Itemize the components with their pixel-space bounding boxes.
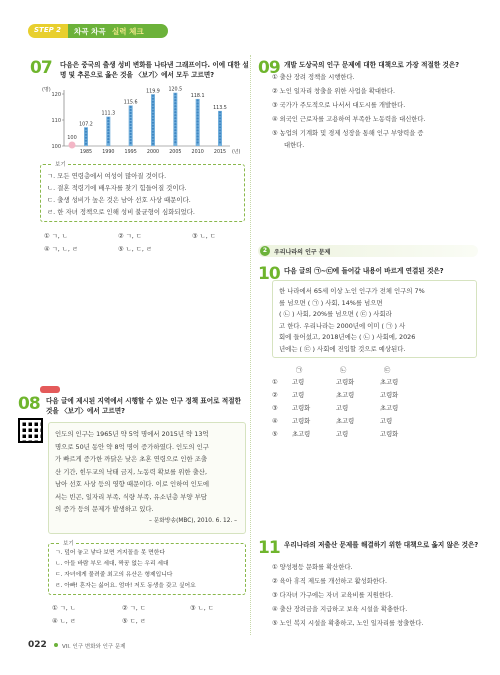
chart-svg <box>40 88 245 160</box>
choice[interactable]: ① 양성평등 문화를 확산한다. <box>272 564 353 571</box>
table-cell: 초고령 <box>292 431 311 438</box>
bogi-item: ㄱ. 모든 연령층에서 여성이 많아질 것이다. <box>47 172 167 180</box>
bogi-item: ㄴ. 아들 바람 부모 세대, 짝꿍 없는 우리 세대 <box>55 561 169 567</box>
bar-figure-icon <box>107 120 109 122</box>
passage-line: 서는 빈곤, 일자리 부족, 식량 부족, 유소년층 부양 부담 <box>55 492 207 501</box>
bar-figure-icon <box>130 130 132 132</box>
choice[interactable]: ③ 국가가 주도적으로 나서서 대도시를 개발한다. <box>272 102 406 109</box>
bar-figure-icon <box>107 135 109 137</box>
data-label: 115.6 <box>123 100 138 106</box>
data-label: 113.5 <box>213 105 227 111</box>
bar-figure-icon <box>152 110 154 112</box>
bar-figure-icon <box>152 131 154 133</box>
step-badge-label: STEP 2 <box>34 26 62 34</box>
bogi-tag: 보기 <box>55 162 66 168</box>
bar-figure-icon <box>197 132 199 134</box>
bogi-item: ㄱ. 덮어 놓고 낳다 보면 거지꼴을 못 면한다 <box>55 550 165 556</box>
bar-figure-icon <box>130 121 132 123</box>
bar-figure-icon <box>174 108 176 110</box>
choice[interactable]: ② ㄱ, ㄷ <box>122 605 146 612</box>
choice[interactable]: ⑤ ㄴ, ㄷ, ㄹ <box>118 246 152 253</box>
q08-passage-box <box>48 422 246 534</box>
choice[interactable]: ③ ㄴ, ㄷ <box>190 605 214 612</box>
bogi-item: ㄷ. 자녀에게 물려줄 최고의 유산은 형제입니다 <box>55 572 173 578</box>
bar-figure-icon <box>219 129 221 131</box>
table-header-3: ㉢ <box>384 367 391 374</box>
bar-figure-icon <box>130 115 132 117</box>
bar-figure-icon <box>174 126 176 128</box>
bar-figure-icon <box>174 129 176 131</box>
column-divider <box>250 55 251 635</box>
bar-figure-icon <box>130 136 132 138</box>
bar-figure-icon <box>197 117 199 119</box>
bar-figure-icon <box>152 104 154 106</box>
x-tick-label: 1985 <box>79 150 93 155</box>
choice[interactable]: ③ ㄴ, ㄷ <box>192 233 216 240</box>
bar-figure-icon <box>152 137 154 139</box>
bar-figure-icon <box>107 141 109 143</box>
choice[interactable]: ② 육아 휴직 제도를 개선하고 활성화한다. <box>272 578 387 585</box>
choice[interactable]: ⑤ 농업의 기계화 및 경제 성장을 통해 인구 부양력을 증 <box>272 130 424 137</box>
bar-figure-icon <box>197 120 199 122</box>
choice-continued: 대한다. <box>284 142 305 149</box>
bar-figure-icon <box>219 120 221 122</box>
bar-figure-icon <box>197 114 199 116</box>
x-tick-label: 2000 <box>146 150 160 155</box>
question-text: 다음은 중국의 출생 성비 변화를 나타낸 그래프이다. 이에 대한 설명 및 추론으로 옳은 것을 〈보기〉에서 모두 고르면? <box>60 61 249 79</box>
bar-figure-icon <box>85 137 87 139</box>
baseline-marker <box>69 142 76 149</box>
bar-figure-icon <box>219 135 221 137</box>
bar-chart <box>40 88 245 160</box>
bar-figure-icon <box>152 101 154 103</box>
advanced-ribbon-icon <box>40 386 60 393</box>
question-number: 07 <box>30 58 52 78</box>
bar-figure-icon <box>130 106 132 108</box>
bar-figure-icon <box>130 142 132 144</box>
bar-figure-icon <box>107 138 109 140</box>
choice[interactable]: ① 출산 장려 정책을 시행한다. <box>272 74 355 81</box>
bar-figure-icon <box>197 138 199 140</box>
passage-line: 년에는 ( ㉢ ) 사회에 진입할 것으로 예상된다. <box>279 344 406 353</box>
qr-code-icon <box>18 418 43 443</box>
data-label: 118.1 <box>190 93 205 99</box>
bar-figure-icon <box>130 109 132 111</box>
question-text: 다음 글의 ㉠~㉢에 들어갈 내용이 바르게 연결된 것은? <box>284 267 444 275</box>
bar-figure-icon <box>174 102 176 104</box>
bar-figure-icon <box>130 139 132 141</box>
choice[interactable]: ④ 출산 장려금을 지급하고 보육 시설을 확충한다. <box>272 606 408 613</box>
bar-figure-icon <box>197 102 199 104</box>
passage-line: 가 빠르게 증가한 까닭은 낮은 초혼 연령으로 인한 조출 <box>55 455 208 463</box>
bar-figure-icon <box>174 114 176 116</box>
bar-figure-icon <box>219 138 221 140</box>
choice[interactable]: ④ ㄱ, ㄴ, ㄹ <box>44 246 78 253</box>
bar-figure-icon <box>107 126 109 128</box>
bar-figure-icon <box>85 131 87 133</box>
choice[interactable]: ④ 외국인 근로자를 고용하여 부족한 노동력을 대신한다. <box>272 116 426 123</box>
bar-figure-icon <box>219 126 221 128</box>
bar-figure-icon <box>174 93 176 95</box>
bar-figure-icon <box>152 128 154 130</box>
table-cell: 초고령 <box>380 379 399 386</box>
bar-figure-icon <box>130 133 132 135</box>
table-cell: 고령 <box>380 418 393 425</box>
y-tick-label: 110 <box>51 118 61 124</box>
choice[interactable]: ⑤ ㄷ, ㄹ <box>122 618 146 625</box>
question-number: 10 <box>258 264 280 284</box>
bar-figure-icon <box>152 95 154 97</box>
bar-figure-icon <box>152 116 154 118</box>
passage-line: 명으로 50년 동안 약 8억 명이 증가하였다. 인도의 인구 <box>55 442 209 451</box>
choice[interactable]: ① ㄱ, ㄴ <box>52 605 76 612</box>
bar-figure-icon <box>174 117 176 119</box>
page-number: 022 <box>28 640 47 650</box>
bar-figure-icon <box>152 125 154 127</box>
table-cell: 고령화 <box>380 392 399 399</box>
choice[interactable]: ④ ㄴ, ㄹ <box>52 618 76 625</box>
bar-figure-icon <box>152 113 154 115</box>
y-tick-label: 100 <box>51 144 61 150</box>
x-tick-label: 1990 <box>102 150 115 155</box>
bar-figure-icon <box>219 132 221 134</box>
bar-figure-icon <box>219 141 221 143</box>
table-cell: 고령 <box>292 392 305 399</box>
bar-figure-icon <box>130 124 132 126</box>
passage-line: ( ㉡ ) 사회, 20%를 넘으면 ( ㉢ ) 사회라 <box>279 310 392 318</box>
bar-figure-icon <box>174 96 176 98</box>
q08-bogi-box <box>48 543 246 595</box>
bar-figure-icon <box>197 129 199 131</box>
choice-marker[interactable]: ⑤ <box>272 431 278 438</box>
y-axis-unit: (명) <box>42 87 51 93</box>
x-axis-unit: (년) <box>232 150 241 155</box>
bar-figure-icon <box>174 132 176 134</box>
bar-figure-icon <box>174 141 176 143</box>
section-2-bar <box>258 245 478 257</box>
bar-figure-icon <box>130 112 132 114</box>
bar-figure-icon <box>130 127 132 129</box>
passage-line: 를 넘으면 ( ㉠ ) 사회, 14%를 넘으면 <box>279 298 383 307</box>
bar-figure-icon <box>197 141 199 143</box>
bar-figure-icon <box>197 99 199 101</box>
choice-marker[interactable]: ④ <box>272 418 278 425</box>
bar-figure-icon <box>219 114 221 116</box>
y-tick-label: 120 <box>51 92 61 98</box>
bar-figure-icon <box>85 134 87 136</box>
q07-bogi-box <box>40 164 245 222</box>
section-number-badge: 2 <box>260 246 270 256</box>
bar-figure-icon <box>107 129 109 131</box>
bar-figure-icon <box>152 134 154 136</box>
choice[interactable]: ② ㄱ, ㄷ <box>118 233 142 240</box>
baseline-label: 100 <box>67 135 77 141</box>
bar-figure-icon <box>219 123 221 125</box>
x-tick-label: 2010 <box>191 150 204 155</box>
section-title-b: 실력 체크 <box>112 27 144 36</box>
data-label: 120.5 <box>168 87 183 93</box>
footer-label: VII. 인구 변화와 인구 문제 <box>62 644 126 650</box>
bar-figure-icon <box>174 138 176 140</box>
table-cell: 고령화 <box>380 431 399 438</box>
bar-figure-icon <box>174 120 176 122</box>
bogi-item: ㄷ. 출생 성비가 높은 것은 남아 선호 사상 때문이다. <box>47 196 191 204</box>
x-tick-label: 1995 <box>124 150 137 155</box>
bar-figure-icon <box>219 111 221 113</box>
table-header-1: ㉠ <box>296 367 303 374</box>
bar-figure-icon <box>152 98 154 100</box>
bogi-tag: 보기 <box>63 541 74 547</box>
bar-figure-icon <box>107 132 109 134</box>
choice[interactable]: ② 노인 일자리 창출을 위한 사업을 확대한다. <box>272 88 396 95</box>
passage-line: 의 증가 등의 문제가 발생하고 있다. <box>55 505 154 513</box>
bar-figure-icon <box>107 117 109 119</box>
bar-figure-icon <box>174 135 176 137</box>
bar-figure-icon <box>85 140 87 142</box>
choice[interactable]: ③ 다자녀 가구에는 자녀 교육비를 지원한다. <box>272 592 394 599</box>
bar-figure-icon <box>107 123 109 125</box>
question-number: 11 <box>258 538 280 558</box>
passage-source: – 문화방송(MBC), 2010. 6. 12. – <box>148 518 237 524</box>
bar-figure-icon <box>174 105 176 107</box>
q10-passage-box <box>272 280 477 358</box>
bar-figure-icon <box>197 135 199 137</box>
bar-figure-icon <box>174 111 176 113</box>
table-header-2: ㉡ <box>340 367 347 374</box>
choice-marker[interactable]: ① <box>272 379 278 386</box>
question-text: 다음 글에 제시된 지역에서 시행할 수 있는 인구 정책 표어로 적절한 것을 〈보기〉에서 고르면? <box>46 397 241 415</box>
table-cell: 고령화 <box>292 405 311 412</box>
bar-figure-icon <box>152 143 154 145</box>
bar-figure-icon <box>152 107 154 109</box>
x-tick-label: 2015 <box>213 150 227 155</box>
passage-line: 산 기간, 힌두교의 낙태 금지, 노동력 확보를 위한 출산, <box>55 467 207 476</box>
table-cell: 초고령 <box>336 418 355 425</box>
choice[interactable]: ① ㄱ, ㄴ <box>44 233 68 240</box>
bar-figure-icon <box>152 119 154 121</box>
section-title: 우리나라의 인구 문제 <box>274 249 331 256</box>
bar-figure-icon <box>219 117 221 119</box>
bar-figure-icon <box>85 143 87 145</box>
bar-figure-icon <box>197 105 199 107</box>
passage-line: 회에 들어섰고, 2018년에는 ( ㉡ ) 사회에, 2026 <box>279 333 416 341</box>
passage-line: 남아 선호 사상 등의 영향 때문이다. 이로 인하여 인도에 <box>55 480 210 488</box>
table-cell: 고령화 <box>292 418 311 425</box>
data-label: 111.3 <box>101 111 116 117</box>
question-number: 09 <box>258 58 280 78</box>
bogi-item: ㄴ. 결혼 적령기에 배우자를 찾기 힘들어질 것이다. <box>47 184 187 192</box>
bar-figure-icon <box>85 128 87 130</box>
data-label: 119.9 <box>146 89 160 95</box>
bar-figure-icon <box>152 140 154 142</box>
bar-figure-icon <box>197 126 199 128</box>
bar-figure-icon <box>174 99 176 101</box>
choice-marker[interactable]: ② <box>272 392 278 399</box>
data-label: 107.2 <box>79 122 93 128</box>
question-text: 개발 도상국의 인구 문제에 대한 대책으로 가장 적절한 것은? <box>284 61 460 69</box>
header-bar <box>28 24 328 38</box>
table-cell: 초고령 <box>336 392 355 399</box>
bar-figure-icon <box>197 108 199 110</box>
table-cell: 고령화 <box>336 379 355 386</box>
table-cell: 초고령 <box>380 405 399 412</box>
passage-line: 인도의 인구는 1965년 약 5억 명에서 2015년 약 13억 <box>55 430 209 438</box>
bar-figure-icon <box>197 123 199 125</box>
bogi-item: ㄹ. 아빠! 혼자는 싫어요. 엄마! 저도 동생을 갖고 싶어요 <box>55 583 196 589</box>
choice-marker[interactable]: ③ <box>272 405 278 412</box>
table-cell: 고령 <box>336 405 349 412</box>
x-tick-label: 2005 <box>169 150 182 155</box>
bar-figure-icon <box>152 122 154 124</box>
bar-figure-icon <box>130 118 132 120</box>
bar-figure-icon <box>197 111 199 113</box>
choice[interactable]: ⑤ 노인 복지 시설을 확충하고, 노인 일자리를 창출한다. <box>272 620 424 627</box>
section-title-a: 차곡 차곡 <box>74 27 106 36</box>
passage-line: 고 한다. 우리나라는 2000년에 이미 ( ㉠ ) 사 <box>279 321 406 330</box>
footer-bullet-icon <box>54 643 58 647</box>
question-text: 우리나라의 저출산 문제를 해결하기 위한 대책으로 옳지 않은 것은? <box>284 541 479 549</box>
footer <box>28 640 328 652</box>
table-cell: 고령 <box>292 379 305 386</box>
bogi-item: ㄹ. 한 자녀 정책으로 인해 성비 불균형이 심화되었다. <box>47 208 195 216</box>
bar-figure-icon <box>174 123 176 125</box>
question-number: 08 <box>18 394 40 414</box>
passage-line: 한 나라에서 65세 이상 노인 인구가 전체 인구의 7% <box>279 287 425 295</box>
table-cell: 고령 <box>336 431 349 438</box>
